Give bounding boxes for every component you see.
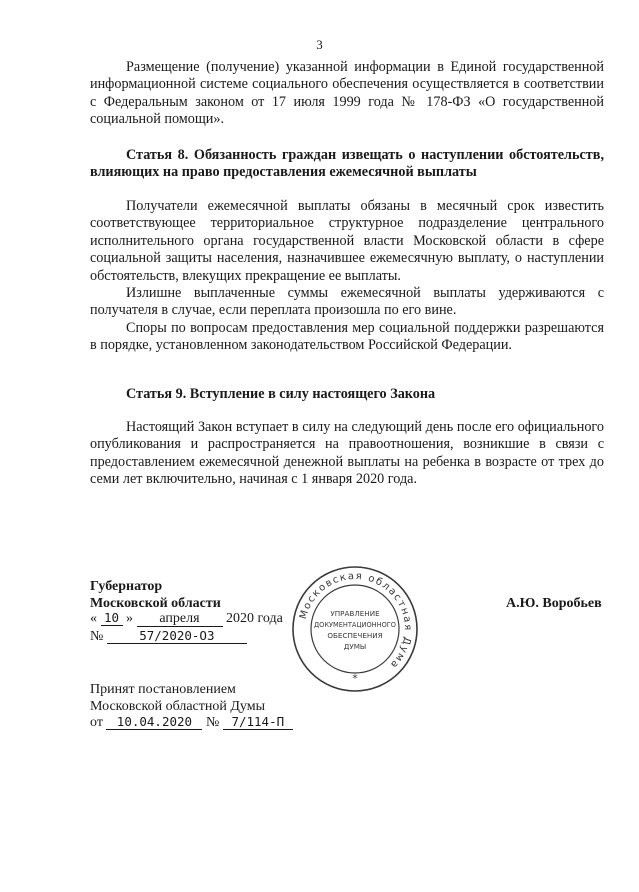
signature-date: [90, 611, 283, 627]
governor-region: Московской области: [90, 596, 221, 611]
paragraph-recipients-obligation: Получатели ежемесячной выплаты обязаны в месячный срок известить соответствующее территориальное структурное подразделение центрального исполнительного органа государственной власти Московской области в сфере социальной защиты населения, назначившее ежемесячную выплату, о наступлении обстоятельств, влекущих прекращение ее выплаты.: [90, 198, 604, 284]
law-number-line: [90, 629, 247, 645]
stamp-graphic: [290, 564, 420, 694]
date-open-quote: «: [90, 611, 97, 626]
adoption-date: 10.04.2020: [106, 715, 202, 730]
stamp-line-3: ОБЕСПЕЧЕНИЯ: [327, 631, 383, 640]
article-8-heading: Статья 8. Обязанность граждан извещать о наступлении обстоятельств, влияющих на право предоставления ежемесячной выплаты: [90, 147, 604, 181]
paragraph-info-placement: Размещение (получение) указанной информации в Единой государственной информационной системе социального обеспечения осуществляется в соответствии с Федеральным законом от 17 июля 1999 года № 178-ФЗ «О государственной социальной помощи».: [90, 59, 604, 128]
paragraph-overpayment: Излишне выплаченные суммы ежемесячной выплаты удерживаются с получателя в случае, если переплата произошла по его вине.: [90, 285, 604, 319]
date-month: апреля: [137, 612, 223, 627]
adoption-from-prefix: от: [90, 715, 103, 730]
governor-name: А.Ю. Воробьев: [506, 596, 602, 611]
stamp-star: *: [352, 672, 358, 685]
stamp-line-4: ДУМЫ: [343, 642, 367, 651]
law-number-prefix: №: [90, 629, 104, 644]
stamp-line-1: УПРАВЛЕНИЕ: [330, 609, 380, 618]
page-number: 3: [316, 37, 323, 52]
official-stamp: [290, 564, 420, 694]
adoption-number: 7/114-П: [223, 715, 293, 730]
adoption-line-2: Московской областной Думы: [90, 699, 265, 714]
adoption-date-number: [90, 714, 293, 731]
paragraph-disputes: Споры по вопросам предоставления мер социальной поддержки разрешаются в порядке, установленном законодательством Российской Федерации.: [90, 320, 604, 354]
date-year: 2020 года: [226, 611, 283, 626]
article-9-heading: Статья 9. Вступление в силу настоящего Закона: [126, 386, 436, 402]
law-number: 57/2020-ОЗ: [107, 629, 247, 644]
adoption-number-prefix: №: [205, 715, 220, 730]
date-close-quote: »: [126, 611, 133, 626]
governor-title: Губернатор: [90, 579, 163, 594]
adoption-line-1: Принят постановлением: [90, 682, 236, 697]
paragraph-entry-into-force: Настоящий Закон вступает в силу на следующий день после его официального опубликования и распространяется на правоотношения, возникшие в связи с предоставлением ежемесячной денежной выплаты на ребенка в возрасте от трех до семи лет включительно, начиная с 1 января 2020 года.: [90, 419, 604, 488]
stamp-line-2: ДОКУМЕНТАЦИОННОГО: [314, 621, 396, 629]
stamp-ring-text: Московская областная Дума: [297, 570, 414, 671]
date-day: 10: [101, 611, 123, 626]
stamp-inner-ring: [311, 585, 399, 673]
